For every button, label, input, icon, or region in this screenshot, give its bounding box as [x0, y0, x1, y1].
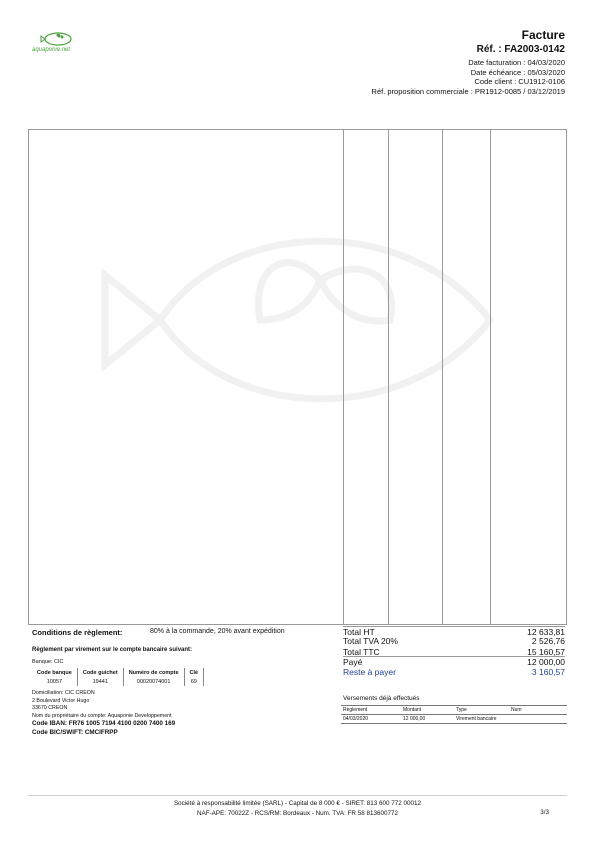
total-row — [343, 636, 565, 646]
table-row — [341, 715, 567, 724]
bank-address-2: 33670 CREON — [32, 705, 68, 711]
total-label: Total HT — [343, 627, 375, 637]
total-value: 12 633,81 — [527, 627, 565, 637]
bank-col-header: Clé — [184, 668, 204, 677]
bank-cell: 69 — [184, 677, 204, 686]
date-echeance: Date échéance : 05/03/2020 — [470, 67, 565, 77]
virement-title: Règlement par virement sur le compte bancaire suivant: — [32, 647, 193, 653]
domiciliation-block — [32, 690, 172, 720]
versement-cell: 12 000,00 — [401, 715, 454, 724]
total-label: Total TTC — [343, 646, 380, 657]
footer-line-1: Société à responsabilité limitée (SARL) - Capital de 8 000 € - SIRET: 813 600 772 00012 — [173, 800, 422, 807]
versement-col-header: Montant — [401, 706, 454, 715]
code-client: Code client : CU1912-0106 — [474, 77, 565, 86]
bank-cell: 19441 — [77, 677, 123, 686]
bank-cell: 00020074001 — [123, 677, 184, 686]
total-label: Payé — [343, 656, 363, 667]
versement-cell: 04/03/2020 — [341, 715, 401, 724]
bank-col-header: Numéro de compte — [123, 668, 184, 677]
bank-cell: 10057 — [32, 677, 77, 686]
total-row — [343, 647, 565, 657]
conditions-label: Conditions de règlement: — [32, 628, 123, 637]
versements-table — [341, 705, 567, 724]
footer-divider — [28, 795, 567, 796]
bank-details-table — [32, 668, 204, 686]
conditions-value: 80% à la commande, 20% avant expédition — [150, 628, 285, 635]
account-owner: Nom du propriétaire du compte: Aquaponie Developpement — [32, 712, 172, 719]
date-facturation: Date facturation : 04/03/2020 — [468, 58, 565, 67]
footer-line-2: NAF-APE: 70022Z - RCS/RM: Bordeaux - Num. TVA: FR 58 813600772 — [196, 809, 398, 817]
column-divider — [388, 130, 389, 624]
versement-col-header: Type — [454, 706, 509, 715]
bic-code: Code BIC/SWIFT: CMCIFRPP — [32, 728, 118, 736]
total-value: 3 160,57 — [531, 667, 565, 678]
bank-col-header: Code banque — [32, 668, 77, 677]
ref-proposition: Réf. proposition commerciale : PR1912-0085 / 03/12/2019 — [371, 86, 565, 96]
versement-col-header: Num — [509, 706, 567, 715]
footer — [0, 799, 595, 818]
total-value: 12 000,00 — [527, 656, 565, 667]
column-divider — [490, 130, 491, 624]
bank-col-header: Code guichet — [77, 668, 123, 677]
logo-text: aquaponie.net — [32, 47, 71, 53]
page-number: 3/3 — [540, 809, 549, 816]
iban-code: Code IBAN: FR76 1005 7194 4100 0200 7400 169 — [32, 720, 176, 727]
invoice-title: Facture — [521, 28, 565, 42]
invoice-reference: Réf. : FA2003-0142 — [476, 44, 565, 55]
column-divider — [343, 130, 344, 624]
total-label: Total TVA 20% — [343, 636, 398, 647]
versement-col-header: Règlement — [341, 706, 401, 715]
versement-cell — [509, 715, 567, 724]
totals-block — [343, 626, 565, 677]
total-label: Reste à payer — [343, 667, 396, 678]
domiciliation: Domiciliation: CIC CREON — [32, 690, 95, 696]
total-row — [343, 626, 565, 636]
versements-title: Versements déjà effectués — [343, 695, 420, 702]
total-value: 2 526,76 — [531, 636, 565, 647]
total-row — [343, 657, 565, 667]
total-row-reste — [343, 667, 565, 677]
column-divider — [442, 130, 443, 624]
versement-cell: Virement bancaire — [454, 715, 509, 724]
total-value: 15 160,57 — [527, 646, 565, 657]
bank-address-1: 2 Boulevard Victor Hugo — [32, 697, 90, 704]
invoice-header — [372, 28, 565, 96]
invoice-lines-table — [28, 129, 567, 625]
banque-name: Banque: CIC — [32, 659, 64, 665]
iban-block — [32, 720, 175, 737]
